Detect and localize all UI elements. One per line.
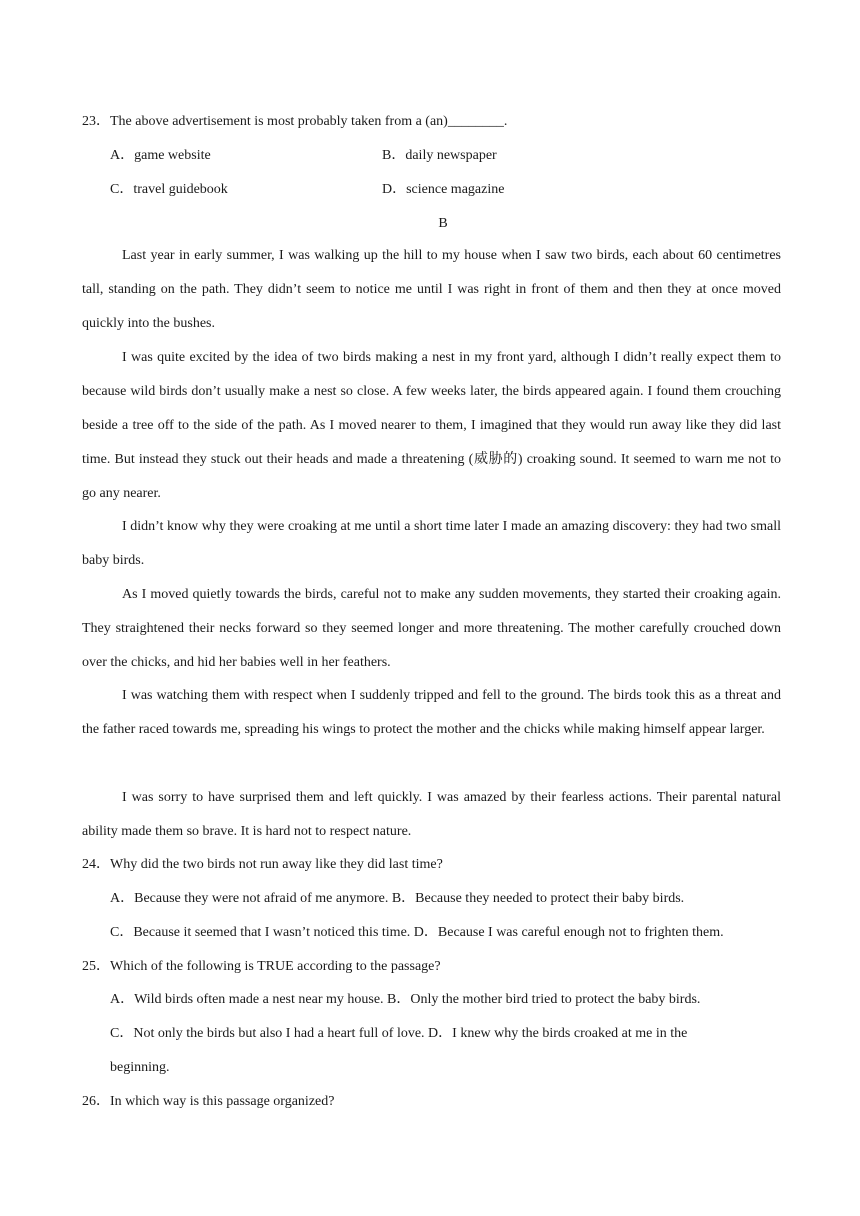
passage-paragraph-2: I was quite excited by the idea of two birds making a nest in my front yard, although I didn’t really expect them to because wild birds don’t usually make a nest so close. A few weeks later, the birds appeared again. I found them crouching beside a tree off to the side of the path. As I moved nearer to them, I imagined that they would run away like they did last time. But instead they stuck out their heads and made a threatening (威胁的) croaking sound. It seemed to warn me not to go any nearer. bbox=[82, 350, 781, 501]
question-25-option-d-continued: beginning. bbox=[110, 1060, 170, 1075]
question-23-option-d: D．science magazine bbox=[382, 182, 505, 197]
passage-paragraph-5: I was watching them with respect when I suddenly tripped and fell to the ground. The birds took this as a threat and the father raced towards me, spreading his wings to protect the mother and the chicks while making himself appear larger. bbox=[82, 688, 781, 737]
passage-paragraph-4: As I moved quietly towards the birds, careful not to make any sudden movements, they started their croaking again. They straightened their necks forward so they seemed longer and more threatening. The mother carefully crouched down over the chicks, and hid her babies well in her feathers. bbox=[82, 587, 781, 670]
question-25-options-ab: A．Wild birds often made a nest near my house. B．Only the mother bird tried to protect the baby birds. bbox=[110, 992, 701, 1007]
question-23-option-a: A．game website bbox=[110, 148, 211, 163]
question-23-option-b: B．daily newspaper bbox=[382, 148, 497, 163]
question-23-option-c: C．travel guidebook bbox=[110, 182, 228, 197]
passage-paragraph-1: Last year in early summer, I was walking up the hill to my house when I saw two birds, each about 60 centimetres tall, standing on the path. They didn’t seem to notice me until I was right in front of them and then they at once moved quickly into the bushes. bbox=[82, 248, 781, 331]
question-24-options-ab: A．Because they were not afraid of me anymore. B．Because they needed to protect their baby birds. bbox=[110, 891, 685, 906]
passage-paragraph-3: I didn’t know why they were croaking at me until a short time later I made an amazing discovery: they had two small baby birds. bbox=[82, 519, 781, 568]
question-26-stem: 26．In which way is this passage organized? bbox=[82, 1094, 335, 1109]
section-label: B bbox=[438, 216, 448, 231]
question-24-options-cd: C．Because it seemed that I wasn’t noticed this time. D．Because I was careful enough not to frighten them. bbox=[110, 925, 724, 940]
question-25-stem: 25．Which of the following is TRUE according to the passage? bbox=[82, 959, 441, 974]
question-25-options-cd: C．Not only the birds but also I had a heart full of love. D．I knew why the birds croaked at me in the bbox=[110, 1026, 688, 1041]
question-23-stem: 23．The above advertisement is most probably taken from a (an)________. bbox=[82, 114, 508, 129]
passage-paragraph-6: I was sorry to have surprised them and left quickly. I was amazed by their fearless actions. Their parental natural ability made them so brave. It is hard not to respect nature. bbox=[82, 790, 781, 839]
question-24-stem: 24．Why did the two birds not run away like they did last time? bbox=[82, 857, 443, 872]
